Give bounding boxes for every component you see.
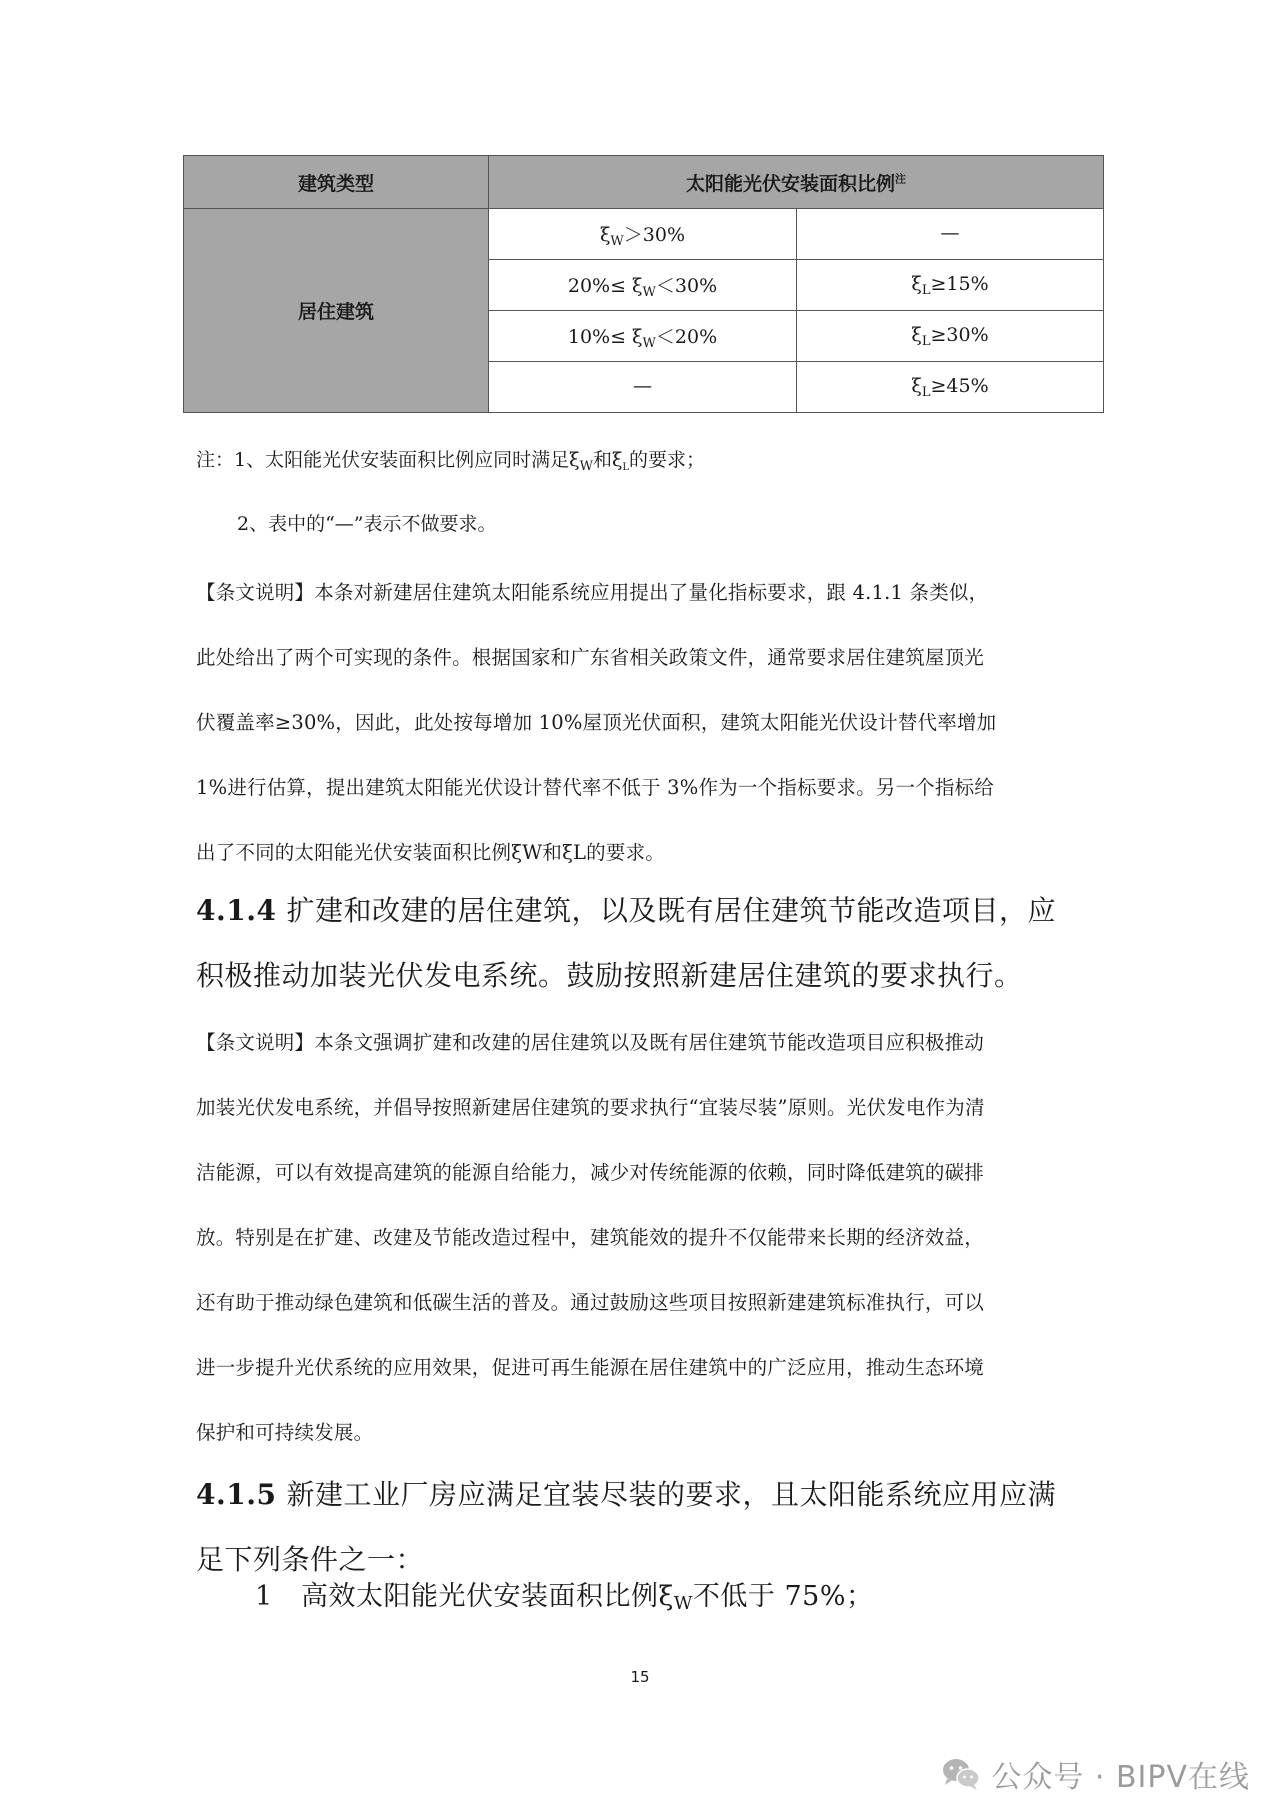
clause-number: 4.1.5 <box>196 1478 277 1511</box>
header-building-type: 建筑类型 <box>184 156 489 209</box>
table-header-row <box>184 156 1104 209</box>
paragraph-line: 出了不同的太阳能光伏安装面积比例ξW和ξL的要求。 <box>196 841 665 864</box>
header-installation-ratio: 太阳能光伏安装面积比例$^注$ <box>489 156 1104 209</box>
w-condition-cell: $20\%\le \xi_W<30\%$ <box>489 260 797 311</box>
w-condition-cell: — <box>489 362 797 413</box>
clause-line: 足下列条件之一： <box>196 1543 425 1576</box>
l-condition-cell: $\xi_L\ge 30\%$ <box>797 311 1104 362</box>
watermark <box>941 1752 1250 1796</box>
table-row <box>184 209 1104 260</box>
item-number: 1 <box>255 1581 273 1612</box>
table-note-1: 注：1、太阳能光伏安装面积比例应同时满足$\xi_W$和$\xi_L$的要求； <box>196 449 706 474</box>
clause-4-1-5 <box>196 1462 1096 1592</box>
paragraph-line: 伏覆盖率≥30%，因此，此处按每增加 10%屋顶光伏面积，建筑太阳能光伏设计替代率增加 <box>196 711 997 734</box>
paragraph-line: 还有助于推动绿色建筑和低碳生活的普及。通过鼓励这些项目按照新建建筑标准执行，可以 <box>196 1291 985 1314</box>
paragraph-line: 保护和可持续发展。 <box>196 1421 374 1444</box>
l-condition-cell: $\xi_L\ge 45\%$ <box>797 362 1104 413</box>
paragraph-line: 进一步提升光伏系统的应用效果，促进可再生能源在居住建筑中的广泛应用，推动生态环境 <box>196 1356 985 1379</box>
w-condition-cell: $10\%\le \xi_W<20\%$ <box>489 311 797 362</box>
clause-line: 4.1.4 扩建和改建的居住建筑，以及既有居住建筑节能改造项目，应 <box>196 894 1056 927</box>
clause-4-1-4 <box>196 878 1096 1008</box>
table-note-2: 2、表中的“—”表示不做要求。 <box>237 513 497 535</box>
l-condition-cell: $\xi_L\ge 15\%$ <box>797 260 1104 311</box>
clause-line: 积极推动加装光伏发电系统。鼓励按照新建居住建筑的要求执行。 <box>196 959 1023 992</box>
building-type-cell: 居住建筑 <box>184 209 489 413</box>
clause-line: 4.1.5 新建工业厂房应满足宜装尽装的要求，且太阳能系统应用应满 <box>196 1478 1056 1511</box>
watermark-text: 公众号 · BIPV在线 <box>991 1760 1250 1795</box>
paragraph-line: 【条文说明】本条对新建居住建筑太阳能系统应用提出了量化指标要求，跟 4.1.1 条类似， <box>196 581 989 604</box>
paragraph-line: 放。特别是在扩建、改建及节能改造过程中，建筑能效的提升不仅能带来长期的经济效益， <box>196 1226 985 1249</box>
wechat-icon <box>941 1757 981 1791</box>
l-condition-cell: — <box>797 209 1104 260</box>
installation-ratio-table <box>183 155 1104 413</box>
clause-item-1: 1 高效太阳能光伏安装面积比例$\xi_W$不低于 75%； <box>255 1581 874 1614</box>
clause-explanation-4-1-3 <box>196 560 1096 885</box>
paragraph-line: 【条文说明】本条文强调扩建和改建的居住建筑以及既有居住建筑节能改造项目应积极推动 <box>196 1031 985 1054</box>
paragraph-line: 此处给出了两个可实现的条件。根据国家和广东省相关政策文件，通常要求居住建筑屋顶光 <box>196 646 985 669</box>
w-condition-cell: $\xi_W>30\%$ <box>489 209 797 260</box>
paragraph-line: 洁能源，可以有效提高建筑的能源自给能力，减少对传统能源的依赖，同时降低建筑的碳排 <box>196 1161 985 1184</box>
clause-number: 4.1.4 <box>196 894 277 927</box>
paragraph-line: 加装光伏发电系统，并倡导按照新建居住建筑的要求执行“宜装尽装”原则。光伏发电作为清 <box>196 1096 985 1119</box>
page-number: 15 <box>630 1668 650 1686</box>
paragraph-line: 1%进行估算，提出建筑太阳能光伏设计替代率不低于 3%作为一个指标要求。另一个指标给 <box>196 776 994 799</box>
clause-explanation-4-1-4 <box>196 1010 1096 1465</box>
